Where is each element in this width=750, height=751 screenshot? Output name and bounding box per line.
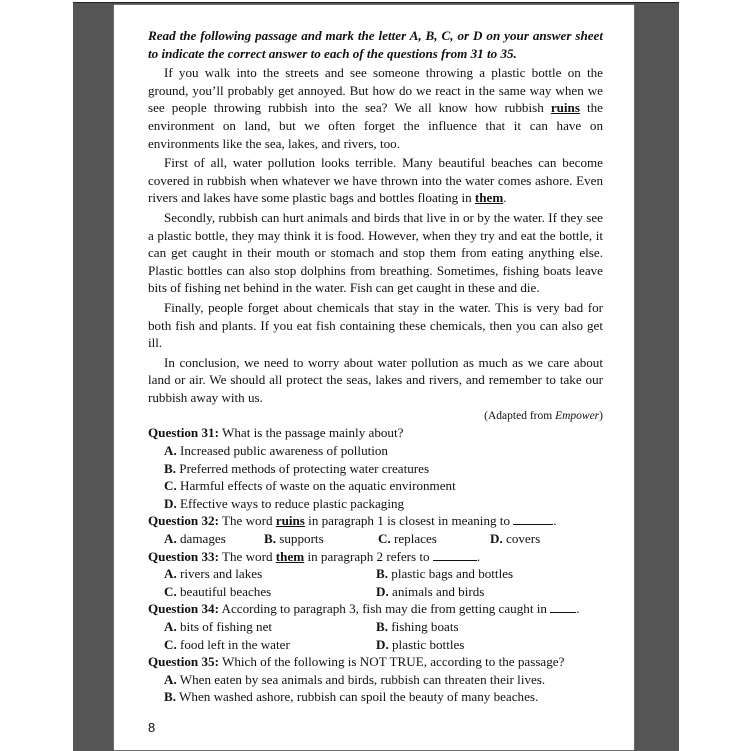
option-31-a: A. Increased public awareness of pollution <box>164 443 388 459</box>
document-page <box>114 5 634 750</box>
option-35-a: A. When eaten by sea animals and birds, rubbish can threaten their lives. <box>164 671 546 687</box>
option-33-d: D. animals and birds <box>376 583 485 599</box>
option-34-c: C. food left in the water <box>164 636 290 652</box>
paragraph-5: In conclusion, we need to worry about water pollution as much as we care about land or air. We should all protect the seas, lakes and rivers, and remember to take our rubbish away with us. <box>148 354 603 405</box>
page-content <box>148 27 603 736</box>
paragraph-3: Secondly, rubbish can hurt animals and birds that live in or by the water. If they see a plastic bottle, they may think it is food. However, when they try and eat the bottle, it can get caught in their mouth or stomach and stop them from eating anything else. Plastic bottles can also stop dolphins from breathing. Sometimes, fishing boats leave bits of fishing net behind in the water. Fish can get caught in these and die. <box>148 209 603 296</box>
option-32-b: B. supports <box>264 531 324 547</box>
option-31-c: C. Harmful effects of waste on the aquatic environment <box>164 478 456 494</box>
question-32: Question 32: The word ruins in paragraph 1 is closest in meaning to . <box>148 513 557 529</box>
underlined-them: them <box>474 190 504 206</box>
answer-blank <box>433 548 477 561</box>
paragraph-4: Finally, people forget about chemicals that stay in the water. This is very bad for both fish and plants. If you eat fish containing these chemicals, then you can also get ill. <box>148 299 603 351</box>
option-31-b: B. Preferred methods of protecting water creatures <box>164 460 430 476</box>
options-33-row-1 <box>148 565 603 583</box>
option-33-c: C. beautiful beaches <box>164 583 272 599</box>
page-number: 8 <box>148 719 156 735</box>
options-33-row-2 <box>148 583 603 601</box>
question-35: Question 35: Which of the following is NOT TRUE, according to the passage? <box>148 654 565 670</box>
option-33-b: B. plastic bags and bottles <box>376 566 514 582</box>
answer-blank <box>513 512 553 525</box>
instruction: Read the following passage and mark the letter A, B, C, or D on your answer sheet to indicate the correct answer to each of the questions from 31 to 35. <box>148 28 603 61</box>
options-32 <box>148 530 603 548</box>
question-33: Question 33: The word them in paragraph 2 refers to . <box>148 548 481 564</box>
option-32-d: D. covers <box>490 531 541 547</box>
option-34-d: D. plastic bottles <box>376 636 465 652</box>
option-35-b: B. When washed ashore, rubbish can spoil the beauty of many beaches. <box>164 689 539 705</box>
option-34-b: B. fishing boats <box>376 619 459 634</box>
source-citation: (Adapted from Empower) <box>484 410 603 423</box>
option-33-a: A. rivers and lakes <box>164 566 263 582</box>
option-34-a: A. bits of fishing net <box>164 619 273 634</box>
question-31: Question 31: What is the passage mainly about? <box>148 425 404 441</box>
options-34-row-1 <box>148 618 603 636</box>
options-34-row-2 <box>148 636 603 654</box>
underlined-ruins: ruins <box>550 100 580 116</box>
option-31-d: D. Effective ways to reduce plastic packaging <box>164 495 405 511</box>
question-34: Question 34: According to paragraph 3, fish may die from getting caught in . <box>148 601 580 617</box>
paragraph-1: If you walk into the streets and see someone throwing a plastic bottle on the ground, you’ll probably get annoyed. But how do we react in the same way when we see people throwing rubbish into the sea? We all know how rubbish ruins the environment on land, but we often forget the influence that it can have on environments like the sea, lakes, and rivers, too. <box>148 65 603 151</box>
answer-blank <box>550 600 576 613</box>
paragraph-2: First of all, water pollution looks terrible. Many beautiful beaches can become covered in rubbish when whatever we have thrown into the water comes ashore. Even rivers and lakes have some plastic bags and bottles floating in them. <box>148 155 603 206</box>
option-32-c: C. replaces <box>378 531 437 547</box>
option-32-a: A. damages <box>164 531 226 547</box>
